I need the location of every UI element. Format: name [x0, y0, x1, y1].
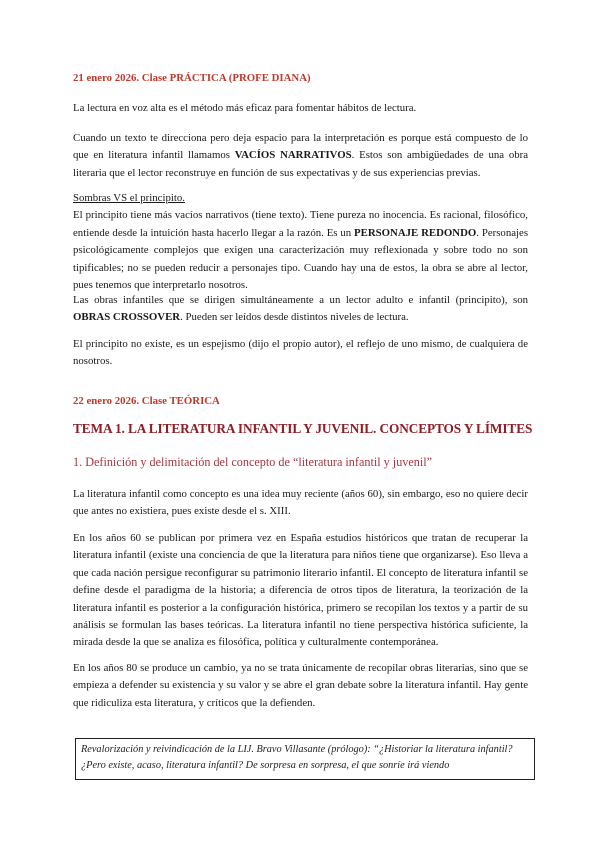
term-obras-crossover: OBRAS CROSSOVER [73, 311, 181, 324]
session1-paragraph-2: Cuando un texto te direcciona pero deja espacio para la interpretación es porque está compuesto de lo que en literatura infantil llamamos VACÍOS NARRATIVOS. Estos son ambigüedades de una obra literaria que el lector reconstruye en función de sus expectativas y de sus experiencias previas. [73, 132, 529, 179]
term-personaje-redondo: PERSONAJE REDONDO [354, 226, 477, 239]
section-subheading: 1. Definición y delimitación del concepto de “literatura infantil y juvenil” [73, 455, 433, 469]
session2-paragraph-2: En los años 60 se publican por primera vez en España estudios históricos que tratan de recuperar la literatura infantil (existe una conciencia de que la literatura para niños tiene que organizarse). Eso lleva a que cada nación persigue reconfigurar su patrimonio literario infantil. El concepto de literatura infantil se define desde el paradigma de la historia; a diferencia de otros tipos de literatura, la teorización de la literatura infantil es posterior a la configuración histórica, primero se recopilan los textos y a partir de su análisis se formulan las bases teóricas. La literatura infantil no tiene perspectiva histórica suficiente, la mirada desde la que se analiza es filosófica, política y culturalmente contemporánea. [73, 532, 528, 649]
session2-paragraph-3: En los años 80 se produce un cambio, ya no se trata únicamente de recopilar obras literarias, sino que se empieza a defender su existencia y su valor y se abre el gran debate sobre la literatura infantil. Hay gente que ridiculiza esta literatura, y críticos que la defienden. [73, 662, 528, 709]
tema-title: TEMA 1. LA LITERATURA INFANTIL Y JUVENIL. CONCEPTOS Y LÍMITES [73, 421, 533, 436]
session2-paragraph-1: La literatura infantil como concepto es una idea muy reciente (años 60), sin embargo, eso no quiere decir que antes no existiera, pues existe desde el s. XIII. [73, 488, 528, 518]
session1-paragraph-5: El principito no existe, es un espejismo (dijo el propio autor), el reflejo de uno mismo, de cualquiera de nosotros. [73, 338, 528, 368]
section-title-sombras: Sombras VS el principito. [73, 192, 185, 204]
quote-box: Revalorización y reivindicación de la LIJ. Bravo Villasante (prólogo): “¿Historiar la literatura infantil? ¿Pero existe, acaso, literatura infantil? De sorpresa en sorpresa, el que sonríe irá viendo [75, 738, 535, 780]
session2-heading: 22 enero 2026. Clase TEÓRICA [73, 395, 220, 407]
session1-heading: 21 enero 2026. Clase PRÁCTICA (PROFE DIANA) [73, 72, 311, 84]
term-vacios-narrativos: VACÍOS NARRATIVOS [234, 149, 352, 162]
session1-paragraph-3: Sombras VS el principito. El principito tiene más vacíos narrativos (tiene texto). Tiene pureza no inocencia. Es racional, filosófico, entiende desde la intuición hasta hacerlo llegar a la razón. Es un PERSONAJE REDONDO. Personajes psicológicamente complejos que exigen una caracterización muy reflexionada y sobre todo no son tipificables; no se pueden reducir a personajes tipo. Cuando hay una de estos, la obra se abre al lector, pues tenemos que interpretarlo nosotros. [73, 192, 529, 292]
session1-paragraph-1: La lectura en voz alta es el método más eficaz para fomentar hábitos de lectura. [73, 102, 417, 114]
session1-paragraph-4: Las obras infantiles que se dirigen simultáneamente a un lector adulto e infantil (principito), son OBRAS CROSSOVER. Pueden ser leídos desde distintos niveles de lectura. [73, 294, 528, 324]
